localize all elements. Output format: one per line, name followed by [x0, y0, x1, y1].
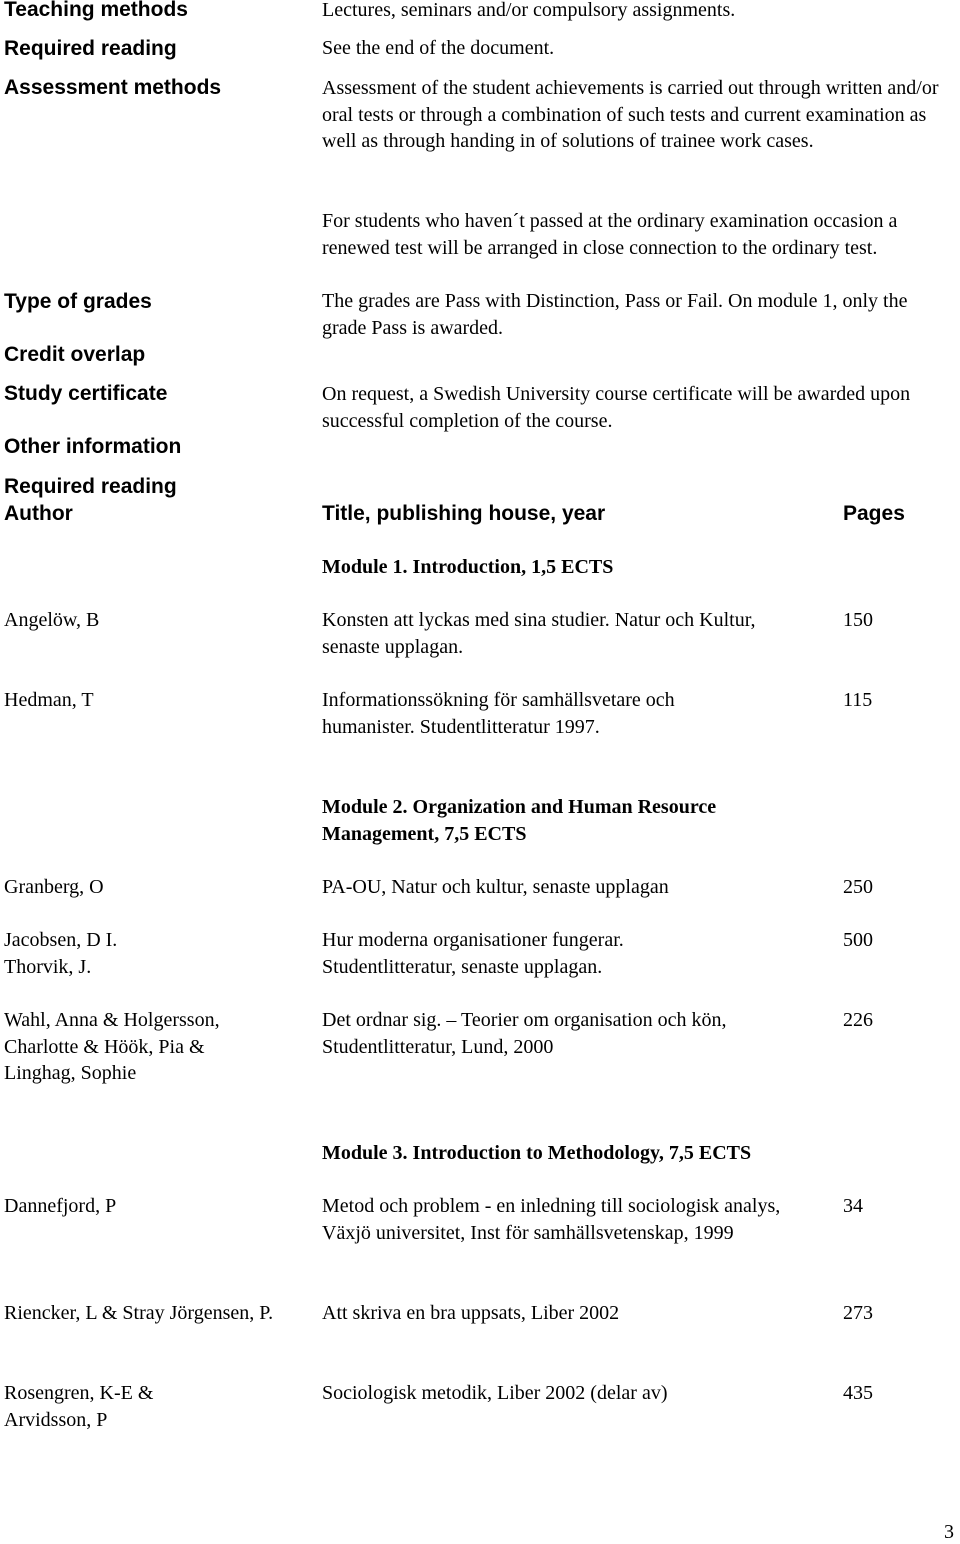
required-reading-value: See the end of the document. — [322, 37, 555, 59]
teaching-methods-value: Lectures, seminars and/or compulsory assignments. — [322, 0, 736, 21]
book-pages: 250 — [843, 876, 873, 898]
book-author: Jacobsen, D I. Thorvik, J. — [4, 929, 118, 978]
book-title: Informationssökning för samhällsvetare och humanister. Studentlitteratur 1997. — [322, 689, 675, 738]
book-author: Riencker, L & Stray Jörgensen, P. — [4, 1302, 274, 1324]
label-teaching-methods: Teaching methods — [4, 0, 188, 21]
book-author: Wahl, Anna & Holgersson, Charlotte & Höök, Pia & Linghag, Sophie — [4, 1009, 220, 1085]
type-of-grades-value: The grades are Pass with Distinction, Pass or Fail. On module 1, only the grade Pass is awarded. — [322, 290, 908, 339]
book-pages: 115 — [843, 689, 873, 711]
module-heading: Module 2. Organization and Human Resource Management, 7,5 ECTS — [322, 796, 717, 845]
book-author: Dannefjord, P — [4, 1195, 117, 1217]
column-header-title: Title, publishing house, year — [322, 502, 606, 525]
book-title: Konsten att lyckas med sina studier. Natur och Kultur, senaste upplagan. — [322, 609, 756, 658]
book-pages: 226 — [843, 1009, 873, 1031]
book-title: PA-OU, Natur och kultur, senaste upplagan — [322, 876, 669, 898]
assessment-paragraph-2: For students who haven´t passed at the ordinary examination occasion a renewed test will be arranged in close connection to the ordinary test. — [322, 210, 898, 259]
book-pages: 34 — [843, 1195, 863, 1217]
module-heading: Module 1. Introduction, 1,5 ECTS — [322, 556, 614, 578]
book-author: Hedman, T — [4, 689, 94, 711]
book-pages: 500 — [843, 929, 873, 951]
column-header-author: Author — [4, 502, 73, 525]
assessment-paragraph-1: Assessment of the student achievements is carried out through written and/or oral tests or through a combination of such tests and current examination as well as through handing in of solutions of trainee work cases. — [322, 77, 939, 153]
book-title: Hur moderna organisationer fungerar. Studentlitteratur, senaste upplagan. — [322, 929, 624, 978]
study-certificate-value: On request, a Swedish University course certificate will be awarded upon successful completion of the course. — [322, 383, 911, 432]
module-heading: Module 3. Introduction to Methodology, 7,5 ECTS — [322, 1142, 752, 1164]
label-required-reading: Required reading — [4, 37, 177, 60]
page-number: 3 — [944, 1521, 954, 1543]
column-header-pages: Pages — [843, 502, 905, 525]
book-title: Metod och problem - en inledning till sociologisk analys, Växjö universitet, Inst för samhällsvetenskap, 1999 — [322, 1195, 781, 1244]
book-title: Att skriva en bra uppsats, Liber 2002 — [322, 1302, 620, 1324]
book-title: Det ordnar sig. – Teorier om organisation och kön, Studentlitteratur, Lund, 2000 — [322, 1009, 727, 1058]
book-pages: 273 — [843, 1302, 873, 1324]
label-required-reading-list: Required reading — [4, 475, 177, 498]
label-other-information: Other information — [4, 435, 182, 458]
book-author: Angelöw, B — [4, 609, 100, 631]
book-pages: 150 — [843, 609, 873, 631]
book-title: Sociologisk metodik, Liber 2002 (delar av) — [322, 1382, 668, 1404]
label-credit-overlap: Credit overlap — [4, 343, 146, 366]
book-pages: 435 — [843, 1382, 873, 1404]
book-author: Granberg, O — [4, 876, 104, 898]
book-author: Rosengren, K-E & Arvidsson, P — [4, 1382, 154, 1431]
label-type-of-grades: Type of grades — [4, 290, 152, 313]
label-study-certificate: Study certificate — [4, 382, 168, 405]
label-assessment-methods: Assessment methods — [4, 76, 222, 99]
